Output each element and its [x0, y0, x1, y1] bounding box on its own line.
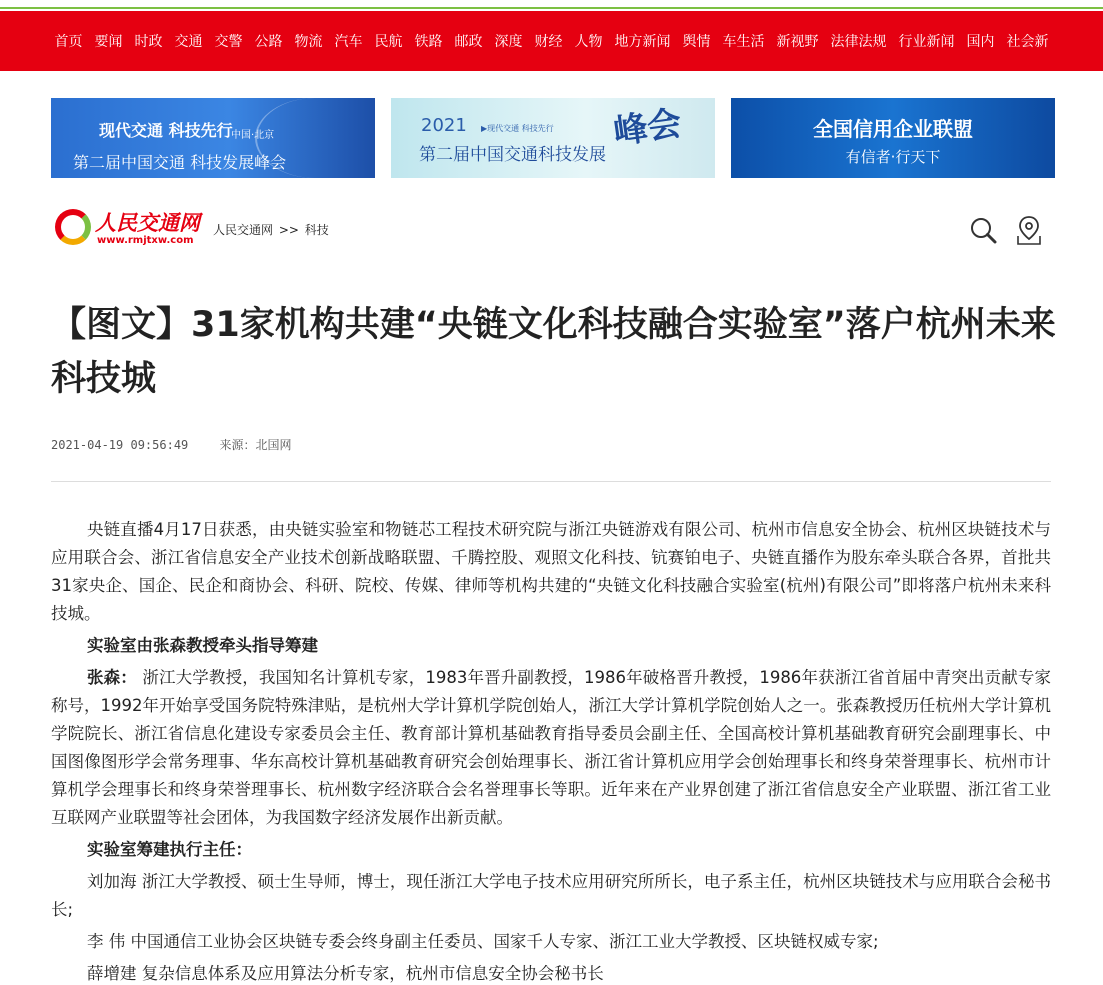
article-paragraph: 薛增建 复杂信息体系及应用算法分析专家，杭州市信息安全协会秘书长 [87, 964, 604, 983]
nav-item-people[interactable]: 人物 [574, 34, 603, 50]
nav-item-law[interactable]: 法律法规 [830, 34, 887, 50]
breadcrumb-home-link[interactable]: 人民交通网 [213, 223, 274, 237]
nav-item-home[interactable]: 首页 [54, 34, 83, 50]
nav-item-logistics[interactable]: 物流 [294, 34, 323, 50]
banner-tagline: ▶现代交通 科技先行 [481, 124, 554, 133]
article-paragraph: 刘加海 浙江大学教授、硕士生导师，博士，现任浙江大学电子技术应用研究所所长，电子系主任，杭州区块链技术与应用联合会秘书长; [51, 872, 1051, 919]
nav-item-industry-news[interactable]: 行业新闻 [898, 34, 955, 50]
banner-year: 2021 [421, 115, 467, 136]
nav-item-aviation[interactable]: 民航 [374, 34, 403, 50]
nav-item-traffic-police[interactable]: 交警 [214, 34, 243, 50]
nav-list [0, 11, 1103, 71]
nav-item-highway[interactable]: 公路 [254, 34, 283, 50]
nav-item-public-opinion[interactable]: 舆情 [682, 34, 711, 50]
nav-item-new-vision[interactable]: 新视野 [776, 34, 819, 50]
top-accent-line [0, 0, 1103, 9]
article-meta [51, 436, 292, 453]
nav-item-postal[interactable]: 邮政 [454, 34, 483, 50]
article-body [51, 516, 1051, 985]
breadcrumb-section-link[interactable]: 科技 [304, 223, 329, 237]
nav-item-transport[interactable]: 交通 [174, 34, 203, 50]
logo-url: www.rmjtxw.com [97, 235, 194, 246]
logo-swirl-icon [55, 209, 91, 245]
banner-headline: 全国信用企业联盟 [813, 117, 973, 141]
nav-item-local-news[interactable]: 地方新闻 [614, 34, 671, 50]
article-source: 来源：北国网 [219, 438, 292, 452]
nav-item-society[interactable]: 社会新 [1006, 34, 1049, 50]
banner-caption: 第二届中国交通 科技发展峰会 [73, 153, 287, 172]
banner-caption: 第二届中国交通科技发展 [419, 145, 606, 165]
meta-divider [51, 481, 1051, 482]
banner-calligraphy: 峰会 [611, 103, 684, 153]
location-pin-icon[interactable] [1014, 214, 1044, 246]
top-nav-bar [0, 11, 1103, 71]
nav-item-auto[interactable]: 汽车 [334, 34, 363, 50]
banner-credit-alliance[interactable] [731, 98, 1055, 178]
search-icon[interactable] [969, 216, 997, 244]
banner-headline: 现代交通 科技先行 [99, 121, 233, 140]
nav-item-politics[interactable]: 时政 [134, 34, 163, 50]
nav-item-in-depth[interactable]: 深度 [494, 34, 523, 50]
article-paragraph [51, 664, 1051, 832]
site-logo[interactable] [55, 207, 200, 251]
breadcrumb [213, 221, 331, 238]
banner-slogan: 有信者·行天下 [845, 148, 941, 166]
article-subheading: 实验室由张森教授牵头指导筹建 [87, 636, 318, 655]
nav-item-railway[interactable]: 铁路 [414, 34, 443, 50]
banner-subtext: 中国·北京 [231, 130, 275, 141]
article-paragraph: 李 伟 中国通信工业协会区块链专委会终身副主任委员、国家千人专家、浙江工业大学教授、区块链权威专家; [87, 932, 879, 951]
logo-name: 人民交通网 [95, 210, 200, 235]
banner-tech-summit[interactable] [51, 98, 375, 178]
nav-item-car-life[interactable]: 车生活 [722, 34, 765, 50]
article-subheading: 实验室筹建执行主任： [87, 840, 252, 859]
article-paragraph: 央链直播4月17日获悉，由央链实验室和物链芯工程技术研究院与浙江央链游戏有限公司、杭州市信息安全协会、杭州区块链技术与应用联合会、浙江省信息安全产业技术创新战略联盟、千腾控股、观照文化科技、钪赛铂电子、央链直播作为股东牵头联合各界，首批共31家央企、国企、民企和商协会、科研、院校、传媒、律师等机构共建的“央链文化科技融合实验室(杭州)有限公司”即将落户杭州未来科技城。 [51, 520, 1051, 623]
person-name: 张森： [87, 668, 137, 687]
breadcrumb-separator: >> [278, 223, 299, 237]
nav-item-domestic[interactable]: 国内 [966, 34, 995, 50]
nav-item-headlines[interactable]: 要闻 [94, 34, 123, 50]
article-title: 【图文】31家机构共建“央链文化科技融合实验室”落户杭州未来科技城 [51, 305, 1056, 399]
nav-item-finance[interactable]: 财经 [534, 34, 563, 50]
person-bio: 浙江大学教授，我国知名计算机专家，1983年晋升副教授，1986年破格晋升教授，1986年获浙江省首届中青突出贡献专家称号，1992年开始享受国务院特殊津贴，是杭州大学计算机学院创始人，浙江大学计算机学院创始人之一。张森教授历任杭州大学计算机学院院长、浙江省信息化建设专家委员会主任、教育部计算机基础教育指导委员会副主任、全国高校计算机基础教育研究会副理事长、中国图像图形学会常务理事、华东高校计算机基础教育研究会创始理事长、浙江省计算机应用学会创始理事长和终身荣誉理事长、杭州市计算机学会理事长和终身荣誉理事长、杭州数字经济联合会名誉理事长等职。近年来在产业界创建了浙江省信息安全产业联盟、浙江省工业互联网产业联盟等社会团体，为我国数字经济发展作出新贡献。 [51, 668, 1052, 827]
banner-summit-2021[interactable] [391, 98, 715, 178]
article-datetime: 2021-04-19 09:56:49 [51, 438, 189, 452]
